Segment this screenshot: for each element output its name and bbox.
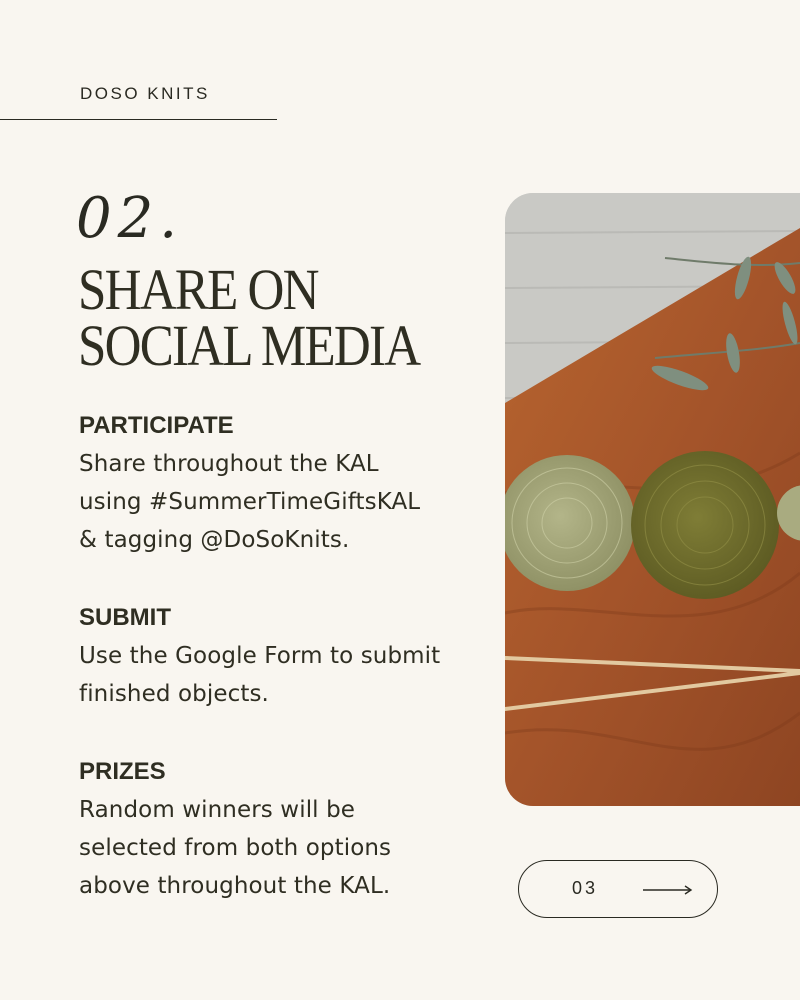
body-line: Use the Google Form to submit [79,643,441,669]
step-number: 02. [76,186,184,251]
body-line: Random winners will be [79,797,356,823]
next-page-button[interactable] [518,860,718,918]
arrow-right-icon [643,882,693,896]
section-body [79,445,479,559]
body-line: selected from both options [79,835,392,861]
section-heading: PRIZES [79,758,166,785]
section-body [79,637,479,713]
title-line: SHARE ON [78,257,318,322]
page-title [78,257,430,378]
body-line: finished objects. [79,681,269,707]
body-line: & tagging @DoSoKnits. [79,527,350,553]
brand-name: DOSO KNITS [80,84,210,103]
section-body [79,791,479,905]
title-line: SOCIAL MEDIA [78,313,420,378]
brand-divider [0,119,277,120]
section-participate [79,413,479,559]
page-number: 03 [572,878,599,898]
section-prizes [79,759,479,905]
body-line: Share throughout the KAL [79,451,379,477]
section-heading: PARTICIPATE [79,412,234,439]
body-line: above throughout the KAL. [79,873,391,899]
section-submit [79,605,479,713]
section-heading: SUBMIT [79,604,171,631]
body-line: using #SummerTimeGiftsKAL [79,489,421,515]
yarn-photo [505,193,800,806]
